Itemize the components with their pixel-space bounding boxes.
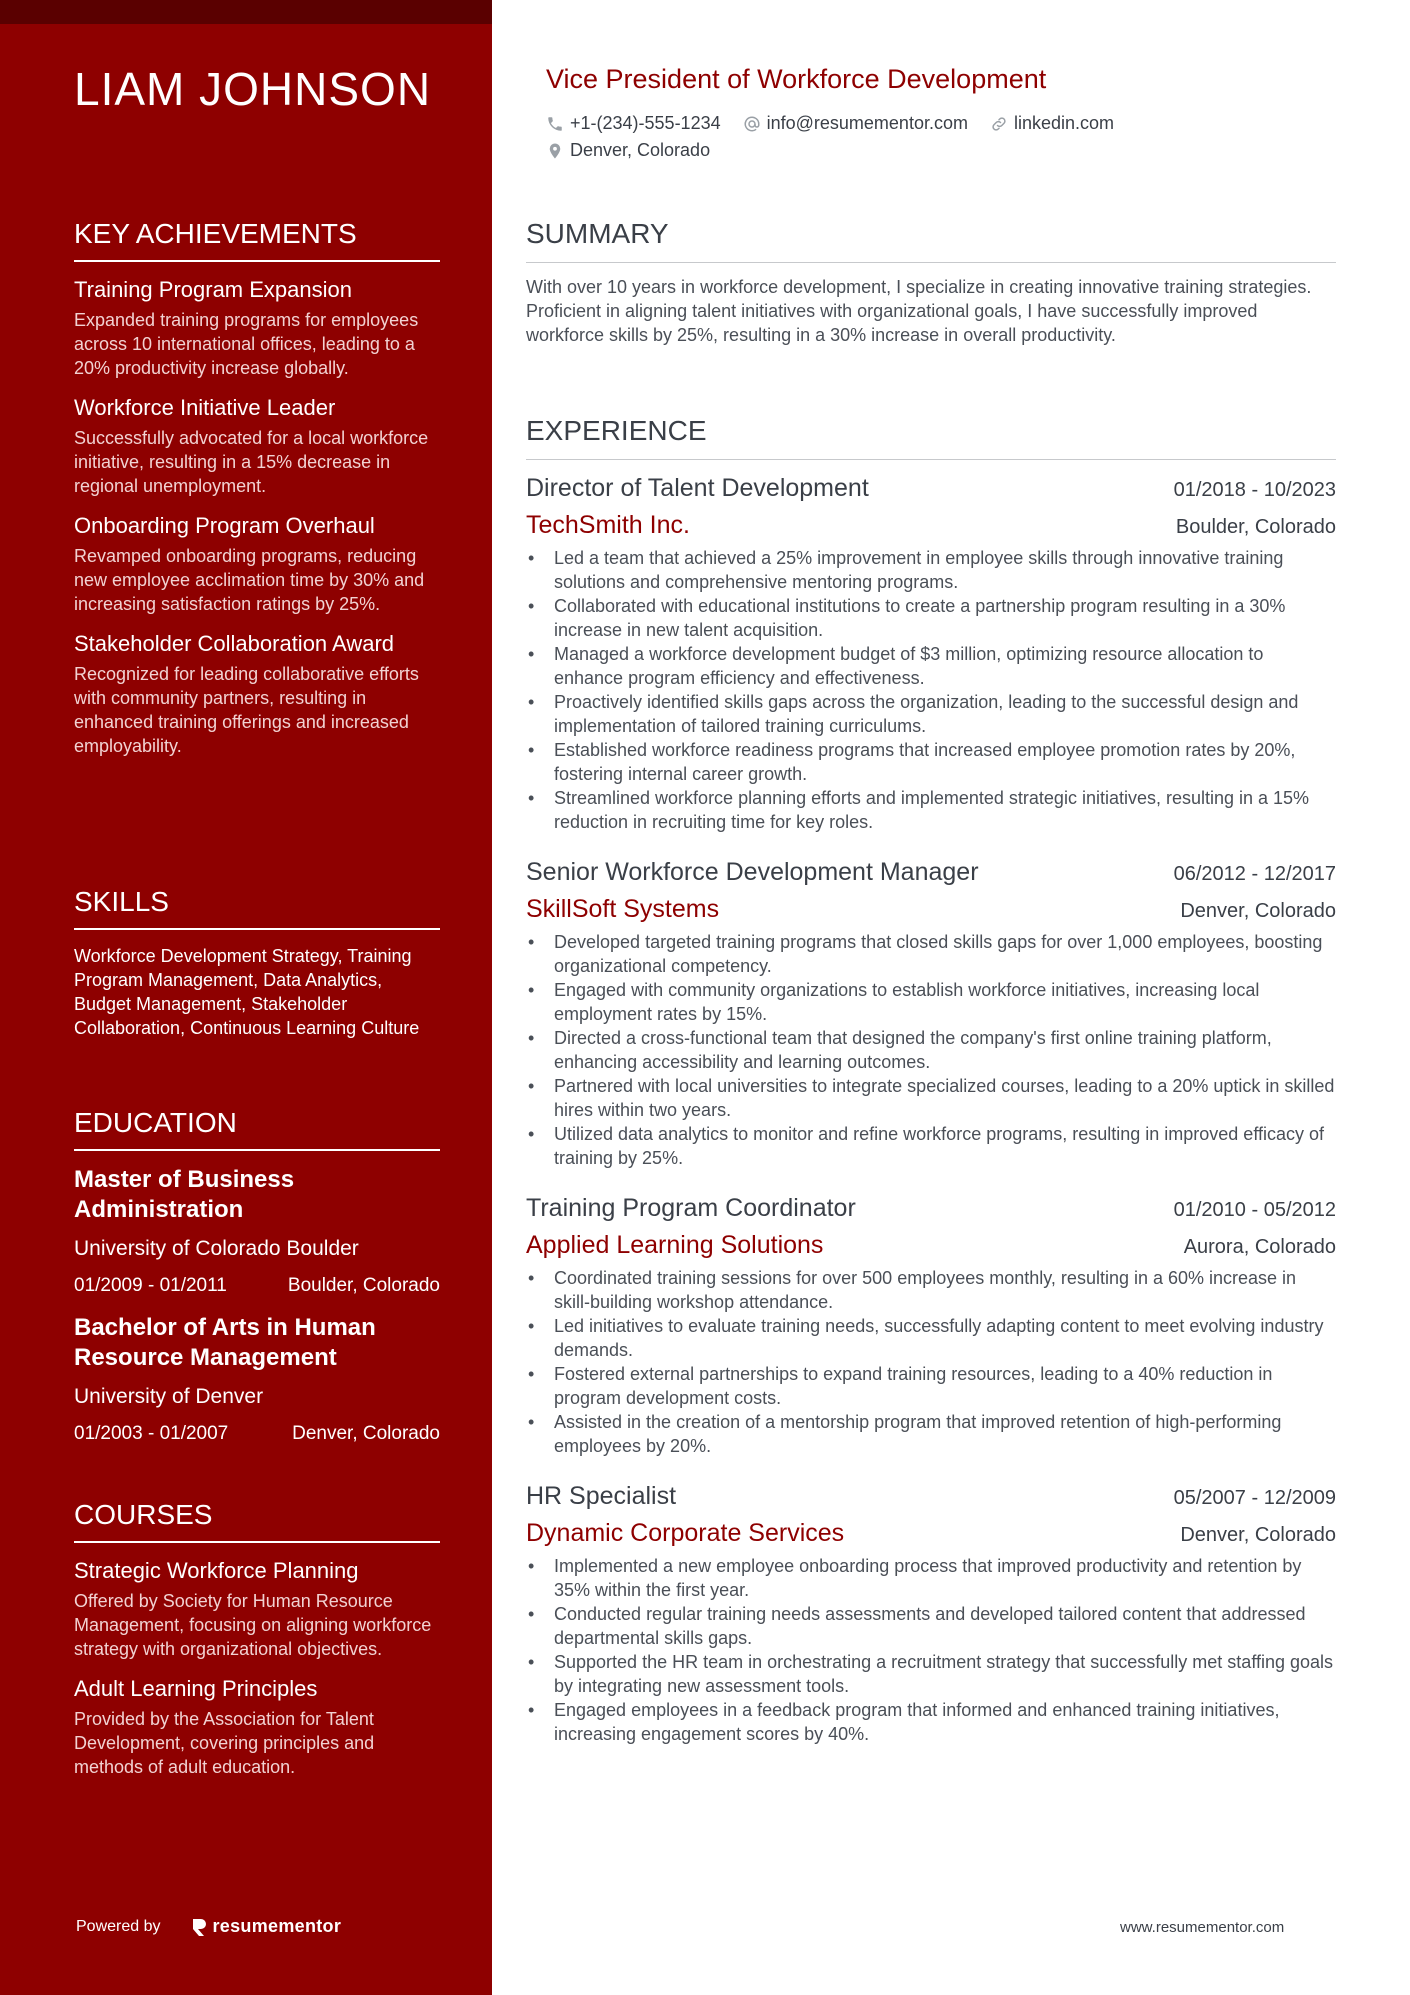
experience-bullet: • Led a team that achieved a 25% improvement in employee skills through innovative training solutions and comprehensive mentoring programs. [526, 546, 1336, 594]
linkedin-text[interactable]: linkedin.com [1013, 113, 1115, 133]
experience-bullet: • Engaged with community organizations to establish workforce initiatives, increasing local employment rates by 15%. [526, 978, 1336, 1026]
achievement-desc: Successfully advocated for a local workforce initiative, resulting in a 15% decrease in regional unemployment. [74, 428, 429, 496]
experience-bullets [526, 930, 1336, 1170]
at-icon [743, 115, 761, 133]
summary-section [526, 218, 1336, 347]
experience-item [526, 858, 1336, 1170]
courses-heading: COURSES [74, 1499, 440, 1543]
phone-text: +1-(234)-555-1234 [570, 113, 721, 133]
skills-list: Workforce Development Strategy, Training Program Management, Data Analytics, Budget Management, Stakeholder Collaboration, Continuous Learning Culture [74, 946, 420, 1038]
experience-bullet: • Proactively identified skills gaps across the organization, leading to the successful design and implementation of tailored training curriculums. [526, 690, 1336, 738]
experience-bullets [526, 546, 1336, 834]
experience-bullet: • Implemented a new employee onboarding process that improved productivity and retention by 35% within the first year. [526, 1554, 1336, 1602]
summary-text: With over 10 years in workforce development, I specialize in creating innovative training strategies. Proficient in aligning talent initiatives with organizational goals, I have successfully improved workforce skills by 25%, resulting in a 30% increase in overall productivity. [526, 277, 1312, 345]
job-title: Vice President of Workforce Development [546, 64, 1047, 94]
contact-phone [546, 113, 721, 134]
experience-role: HR Specialist [526, 1482, 677, 1510]
experience-item [526, 1194, 1336, 1458]
course-item [74, 1557, 440, 1661]
education-school: University of Denver [74, 1385, 264, 1408]
achievement-desc: Revamped onboarding programs, reducing new employee acclimation time by 30% and increasing satisfaction ratings by 25%. [74, 546, 425, 614]
achievement-item [74, 276, 440, 380]
sidebar [0, 0, 492, 1995]
skills-section [74, 886, 440, 1040]
experience-bullet: • Engaged employees in a feedback program that informed and enhanced training initiatives, increasing engagement scores by 40%. [526, 1698, 1336, 1746]
resumementor-logo-icon [191, 1917, 207, 1937]
experience-item [526, 474, 1336, 834]
brand-logo [191, 1916, 342, 1937]
experience-dates: 01/2010 - 05/2012 [1173, 1199, 1336, 1221]
experience-bullet: • Developed targeted training programs that closed skills gaps for over 1,000 employees, boosting organizational competency. [526, 930, 1336, 978]
course-desc: Provided by the Association for Talent Development, covering principles and methods of adult education. [74, 1709, 375, 1777]
brand-name: resumementor [212, 1916, 342, 1936]
experience-heading: EXPERIENCE [526, 415, 1336, 460]
experience-company: Applied Learning Solutions [526, 1231, 824, 1259]
experience-bullet: • Coordinated training sessions for over 500 employees monthly, resulting in a 60% increase in skill-building workshop attendance. [526, 1266, 1336, 1314]
key-achievements-section [74, 218, 440, 758]
experience-company: SkillSoft Systems [526, 895, 720, 923]
powered-by [76, 1916, 341, 1937]
achievement-item [74, 630, 440, 758]
experience-dates: 06/2012 - 12/2017 [1173, 863, 1336, 885]
achievement-item [74, 394, 440, 498]
experience-bullet: • Supported the HR team in orchestrating a recruitment strategy that successfully met staffing goals by integrating new assessment tools. [526, 1650, 1336, 1698]
experience-role: Senior Workforce Development Manager [526, 858, 979, 886]
experience-bullet: • Fostered external partnerships to expand training resources, leading to a 40% reduction in program development costs. [526, 1362, 1336, 1410]
experience-bullet: • Led initiatives to evaluate training needs, successfully adapting content to meet evolving industry demands. [526, 1314, 1336, 1362]
location-pin-icon [546, 142, 564, 160]
achievement-desc: Expanded training programs for employees across 10 international offices, leading to a 20% productivity increase globally. [74, 310, 419, 378]
experience-bullet: • Established workforce readiness programs that increased employee promotion rates by 20%, fostering internal career growth. [526, 738, 1336, 786]
experience-bullet: • Streamlined workforce planning efforts and implemented strategic initiatives, resulting in a 15% reduction in recruiting time for key roles. [526, 786, 1336, 834]
experience-role: Training Program Coordinator [526, 1194, 856, 1222]
education-school: University of Colorado Boulder [74, 1237, 359, 1260]
course-desc: Offered by Society for Human Resource Management, focusing on aligning workforce strategy with organizational objectives. [74, 1591, 432, 1659]
course-title: Adult Learning Principles [74, 1676, 318, 1701]
experience-company: Dynamic Corporate Services [526, 1519, 845, 1547]
achievement-desc: Recognized for leading collaborative efforts with community partners, resulting in enhanced training offerings and increased employability. [74, 664, 419, 756]
education-meta [74, 1421, 440, 1447]
experience-bullet: • Conducted regular training needs assessments and developed tailored content that addressed departmental skills gaps. [526, 1602, 1336, 1650]
experience-dates: 05/2007 - 12/2009 [1173, 1487, 1336, 1509]
experience-role: Director of Talent Development [526, 474, 869, 502]
achievement-title: Training Program Expansion [74, 277, 352, 302]
experience-location: Denver, Colorado [1180, 1524, 1336, 1546]
powered-by-label: Powered by [76, 1917, 161, 1935]
education-degree: Bachelor of Arts in Human Resource Management [74, 1314, 376, 1371]
experience-company: TechSmith Inc. [526, 511, 690, 539]
skills-heading: SKILLS [74, 886, 440, 930]
experience-bullet: • Collaborated with educational institutions to create a partnership program resulting in a 30% increase in new talent acquisition. [526, 594, 1336, 642]
course-item [74, 1675, 440, 1779]
experience-bullets [526, 1266, 1336, 1458]
achievement-title: Workforce Initiative Leader [74, 395, 336, 420]
achievement-title: Stakeholder Collaboration Award [74, 631, 395, 656]
courses-section [74, 1499, 440, 1779]
achievement-title: Onboarding Program Overhaul [74, 513, 375, 538]
education-item [74, 1165, 440, 1299]
contact-row [546, 113, 1114, 134]
contact-linkedin[interactable] [990, 113, 1114, 134]
phone-icon [546, 115, 564, 133]
experience-bullet: • Directed a cross-functional team that designed the company's first online training platform, enhancing accessibility and learning outcomes. [526, 1026, 1336, 1074]
education-degree: Master of Business Administration [74, 1166, 295, 1223]
education-section [74, 1107, 440, 1447]
candidate-name: LIAM JOHNSON [74, 63, 432, 115]
key-achievements-heading: KEY ACHIEVEMENTS [74, 218, 440, 262]
sidebar-top-band [0, 0, 492, 24]
experience-location: Aurora, Colorado [1183, 1236, 1336, 1258]
experience-bullets [526, 1554, 1336, 1746]
contact-location [546, 140, 710, 161]
footer-url[interactable]: www.resumementor.com [1120, 1919, 1285, 1936]
link-icon [990, 115, 1008, 133]
contact-row-location [546, 140, 710, 161]
education-meta [74, 1273, 440, 1299]
education-dates: 01/2003 - 01/2007 [74, 1423, 229, 1444]
experience-bullet: • Managed a workforce development budget of $3 million, optimizing resource allocation to enhance program efficiency and effectiveness. [526, 642, 1336, 690]
course-title: Strategic Workforce Planning [74, 1558, 359, 1583]
email-text[interactable]: info@resumementor.com [766, 113, 968, 133]
education-heading: EDUCATION [74, 1107, 440, 1151]
contact-email[interactable] [743, 113, 968, 134]
experience-location: Denver, Colorado [1180, 900, 1336, 922]
achievement-item [74, 512, 440, 616]
education-item [74, 1313, 440, 1447]
summary-heading: SUMMARY [526, 218, 1336, 263]
location-text: Denver, Colorado [570, 140, 711, 160]
experience-section [526, 415, 1336, 460]
education-location: Boulder, Colorado [287, 1275, 440, 1296]
experience-bullet: • Utilized data analytics to monitor and refine workforce programs, resulting in improved efficacy of training by 25%. [526, 1122, 1336, 1170]
experience-bullet: • Assisted in the creation of a mentorship program that improved retention of high-performing employees by 20%. [526, 1410, 1336, 1458]
education-location: Denver, Colorado [292, 1423, 440, 1444]
experience-bullet: • Partnered with local universities to integrate specialized courses, leading to a 20% uptick in skilled hires within two years. [526, 1074, 1336, 1122]
experience-location: Boulder, Colorado [1175, 516, 1336, 538]
experience-dates: 01/2018 - 10/2023 [1173, 479, 1336, 501]
education-dates: 01/2009 - 01/2011 [74, 1275, 227, 1296]
experience-item [526, 1482, 1336, 1746]
